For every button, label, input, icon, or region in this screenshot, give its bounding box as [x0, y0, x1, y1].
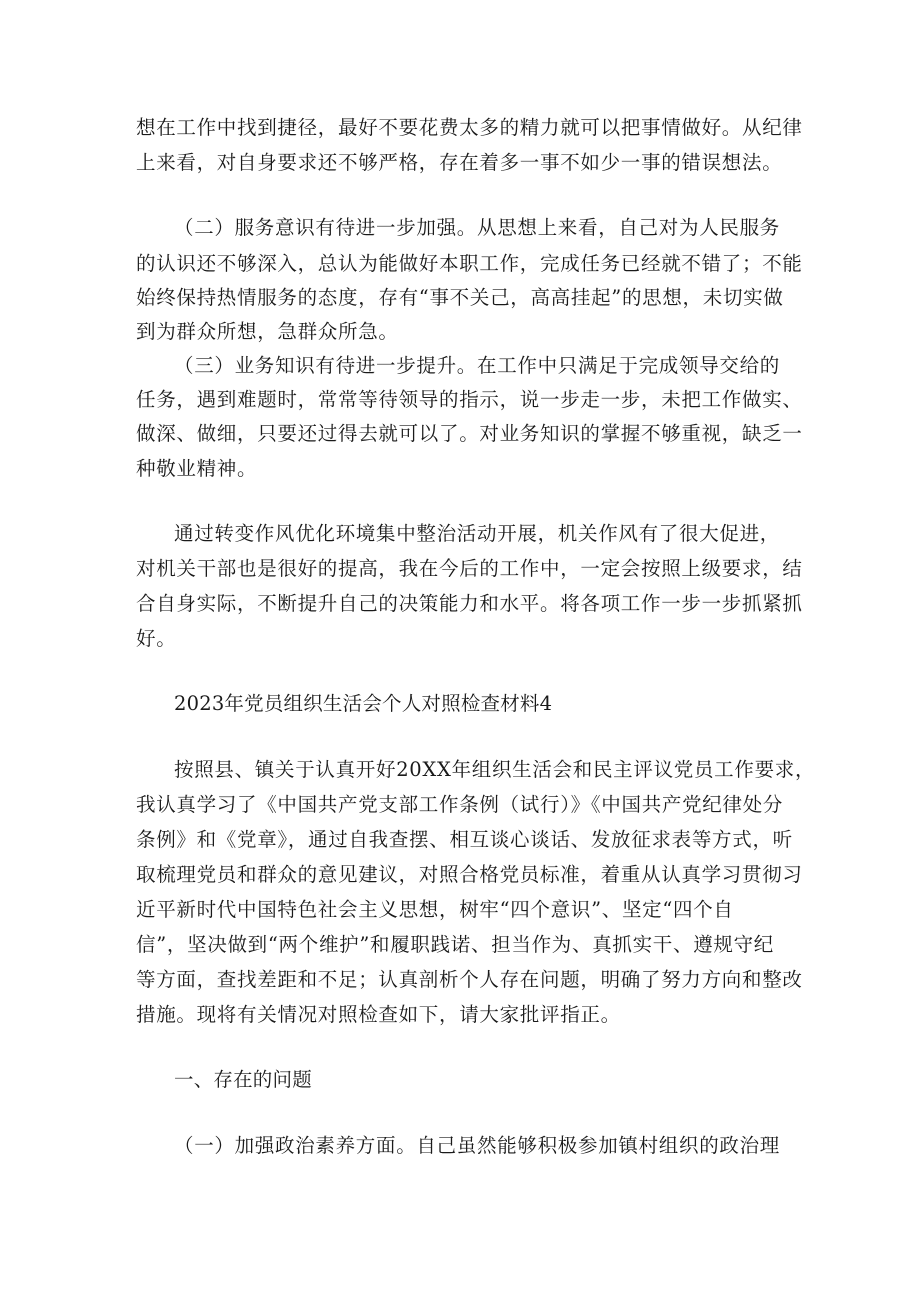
paragraph-line: 条例》和《党章》，通过自我查摆、相互谈心谈话、发放征求表等方式，听 — [136, 828, 793, 851]
paragraph-line: 措施。现将有关情况对照检查如下，请大家批评指正。 — [136, 1003, 621, 1026]
paragraph-line: 到为群众所想，急群众所急。 — [136, 320, 399, 343]
paragraph-line: 想在工作中找到捷径，最好不要花费太多的精力就可以把事情做好。从纪律 — [136, 116, 803, 139]
paragraph-line: 对机关干部也是很好的提高，我在今后的工作中，一定会按照上级要求，结 — [136, 557, 803, 580]
paragraph-line: 我认真学习了《中国共产党支部工作条例（试行）》《中国共产党纪律处分 — [136, 793, 784, 816]
section-title: 2023年党员组织生活会个人对照检查材料4 — [174, 692, 553, 715]
paragraph-line: 始终保持热情服务的态度，存有“事不关己，高高挂起”的思想，未切实做 — [136, 286, 784, 309]
paragraph-line: 信”，坚决做到“两个维护”和履职践诺、担当作为、真抓实干、遵规守纪 — [136, 933, 775, 956]
paragraph-line: 取梳理党员和群众的意见建议，对照合格党员标准，着重从认真学习贯彻习 — [136, 863, 803, 886]
paragraph-line: 种敬业精神。 — [136, 457, 258, 480]
paragraph-line: 等方面，查找差距和不足；认真剖析个人存在问题，明确了努力方向和整改 — [136, 968, 803, 991]
paragraph-line: （二）服务意识有待进一步加强。从思想上来看，自己对为人民服务 — [174, 216, 781, 239]
paragraph-line: 合自身实际，不断提升自己的决策能力和水平。将各项工作一步一步抓紧抓 — [136, 592, 803, 615]
paragraph-line: （一）加强政治素养方面。自己虽然能够积极参加镇村组织的政治理 — [174, 1134, 781, 1157]
paragraph-line: 通过转变作风优化环境集中整治活动开展，机关作风有了很大促进， — [174, 522, 781, 545]
paragraph-line: 做深、做细，只要还过得去就可以了。对业务知识的掌握不够重视，缺乏一 — [136, 422, 803, 445]
paragraph-line: 好。 — [136, 627, 177, 650]
paragraph-line: 近平新时代中国特色社会主义思想，树牢“四个意识”、坚定“四个自 — [136, 898, 734, 921]
paragraph-line: 按照县、镇关于认真开好20XX年组织生活会和民主评议党员工作要求， — [174, 758, 816, 781]
section-heading: 一、存在的问题 — [174, 1068, 312, 1091]
paragraph-line: （三）业务知识有待进一步提升。在工作中只满足于完成领导交给的 — [174, 354, 781, 377]
paragraph-line: 任务，遇到难题时，常常等待领导的指示，说一步走一步，未把工作做实、 — [136, 388, 803, 411]
paragraph-line: 的认识还不够深入，总认为能做好本职工作，完成任务已经就不错了；不能 — [136, 252, 803, 275]
paragraph-line: 上来看，对自身要求还不够严格，存在着多一事不如少一事的错误想法。 — [136, 151, 783, 174]
